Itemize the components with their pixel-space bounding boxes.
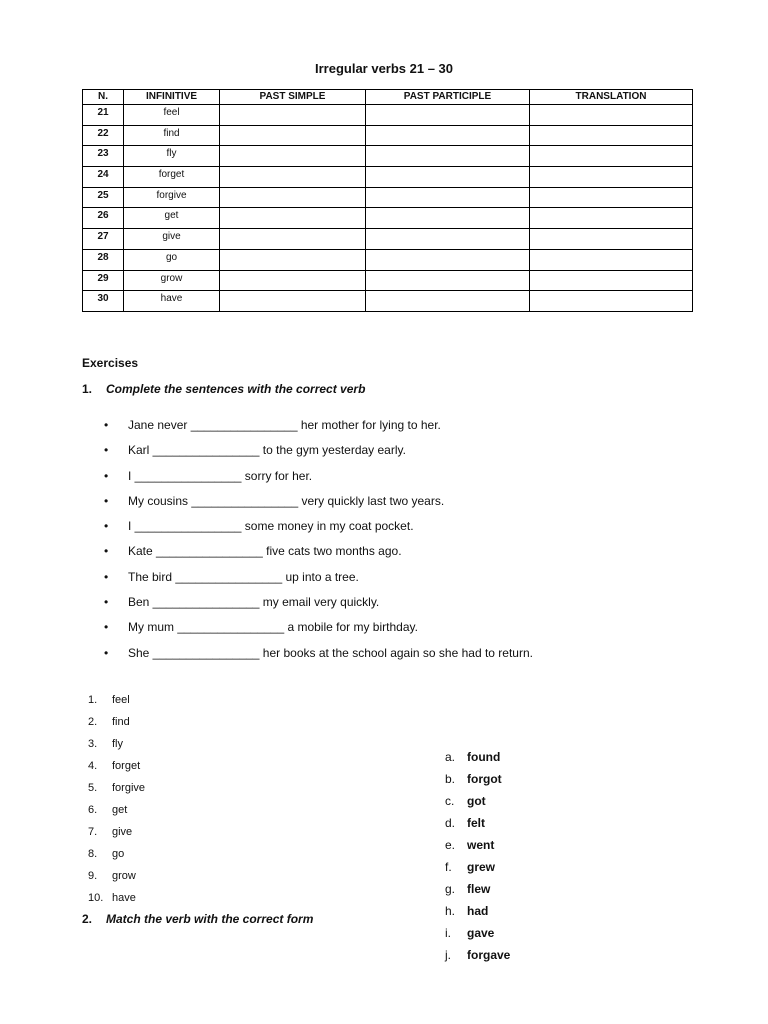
item-letter: e. [445, 838, 456, 852]
table-row [83, 229, 693, 250]
table-row [83, 270, 693, 291]
past-simple-cell [220, 270, 366, 291]
exercise-1-heading [82, 382, 365, 396]
translation-cell [530, 229, 693, 250]
translation-cell [530, 270, 693, 291]
infinitive-cell: feel [124, 105, 220, 126]
list-item [88, 759, 145, 781]
item-text: get [112, 804, 128, 816]
page-title: Irregular verbs 21 – 30 [314, 61, 454, 76]
past-simple-cell [220, 125, 366, 146]
item-text: gave [467, 926, 495, 940]
item-number: 2. [88, 716, 98, 728]
item-letter: g. [445, 882, 456, 896]
past-participle-cell [366, 270, 530, 291]
past-participle-cell [366, 229, 530, 250]
item-letter: a. [445, 750, 456, 764]
item-number: 1. [88, 694, 98, 706]
past-simple-cell [220, 187, 366, 208]
list-item [445, 859, 510, 881]
list-item [104, 518, 533, 543]
bullet-icon: • [104, 418, 109, 432]
row-number: 22 [83, 125, 124, 146]
past-participle-cell [366, 187, 530, 208]
item-text: grew [467, 860, 496, 874]
list-item [88, 825, 145, 847]
past-participle-cell [366, 249, 530, 270]
bullet-icon: • [104, 620, 109, 635]
past-participle-cell [366, 105, 530, 126]
row-number: 28 [83, 249, 124, 270]
exercise-2-number: 2. [82, 912, 93, 926]
past-simple-cell [220, 105, 366, 126]
bullet-icon: • [104, 443, 109, 458]
sentence-text: Kate ________________ five cats two months ago. [128, 544, 402, 559]
item-number: 4. [88, 760, 98, 772]
table-row [83, 167, 693, 188]
table-row [83, 249, 693, 270]
list-item [104, 594, 533, 619]
exercise-2-title: Match the verb with the correct form [106, 912, 314, 926]
translation-cell [530, 125, 693, 146]
infinitive-cell: have [124, 291, 220, 312]
infinitive-cell: get [124, 208, 220, 229]
list-item [88, 847, 145, 869]
item-number: 6. [88, 804, 98, 816]
table-row [83, 125, 693, 146]
row-number: 24 [83, 167, 124, 188]
item-text: forget [112, 760, 141, 772]
row-number: 25 [83, 187, 124, 208]
past-participle-cell [366, 125, 530, 146]
exercise-1-title: Complete the sentences with the correct verb [106, 382, 366, 396]
list-item [445, 881, 510, 903]
translation-cell [530, 105, 693, 126]
list-item [445, 793, 510, 815]
item-letter: f. [445, 860, 452, 874]
item-text: have [112, 892, 136, 904]
list-item [104, 468, 533, 493]
item-letter: c. [445, 794, 455, 808]
past-simple-cell [220, 291, 366, 312]
item-number: 10. [88, 892, 104, 904]
list-item [445, 815, 510, 837]
sentence-text: My cousins ________________ very quickly last two years. [128, 493, 445, 508]
exercise-1-number: 1. [82, 382, 93, 396]
sentence-text: Jane never ________________ her mother for lying to her. [128, 418, 441, 432]
translation-cell [530, 208, 693, 229]
item-text: got [467, 794, 486, 808]
list-item [88, 869, 145, 891]
translation-cell [530, 291, 693, 312]
table-row [83, 105, 693, 126]
list-item [445, 837, 510, 859]
infinitive-match-list [88, 693, 145, 913]
sentence-text: Karl ________________ to the gym yesterday early. [128, 443, 406, 458]
past-simple-cell [220, 229, 366, 250]
sentence-text: My mum ________________ a mobile for my birthday. [128, 620, 418, 635]
column-header-past-simple: PAST SIMPLE [220, 90, 366, 105]
item-letter: h. [445, 904, 456, 918]
sentence-text: I ________________ some money in my coat pocket. [128, 519, 414, 534]
item-text: found [467, 750, 501, 764]
item-text: felt [467, 816, 485, 830]
item-text: flew [467, 882, 491, 896]
list-item [88, 891, 145, 913]
row-number: 30 [83, 291, 124, 312]
item-number: 9. [88, 870, 98, 882]
translation-cell [530, 187, 693, 208]
item-number: 3. [88, 738, 98, 750]
infinitive-cell: grow [124, 270, 220, 291]
list-item [445, 947, 510, 969]
item-text: grow [112, 870, 136, 882]
translation-cell [530, 249, 693, 270]
list-item [88, 693, 145, 715]
item-letter: d. [445, 816, 456, 830]
past-form-match-list [445, 749, 510, 969]
item-text: feel [112, 694, 130, 706]
column-header-past-participle: PAST PARTICIPLE [366, 90, 530, 105]
bullet-icon: • [104, 544, 109, 559]
list-item [104, 417, 533, 442]
row-number: 27 [83, 229, 124, 250]
exercise-2-heading [82, 912, 313, 926]
row-number: 29 [83, 270, 124, 291]
translation-cell [530, 167, 693, 188]
item-number: 7. [88, 826, 98, 838]
table-row [83, 208, 693, 229]
past-simple-cell [220, 249, 366, 270]
list-item [104, 543, 533, 568]
bullet-icon: • [104, 569, 109, 584]
sentence-text: The bird ________________ up into a tree. [128, 569, 359, 584]
item-text: forgave [467, 948, 511, 962]
bullet-icon: • [104, 493, 109, 508]
bullet-icon: • [104, 519, 109, 534]
row-number: 21 [83, 105, 124, 126]
item-text: fly [112, 738, 123, 750]
item-text: forgot [467, 772, 502, 786]
sentence-text: Ben ________________ my email very quickly. [128, 595, 380, 610]
column-header-translation: TRANSLATION [530, 90, 693, 105]
bullet-icon: • [104, 595, 109, 610]
item-number: 5. [88, 782, 98, 794]
list-item [445, 771, 510, 793]
list-item [88, 715, 145, 737]
infinitive-cell: fly [124, 146, 220, 167]
row-number: 26 [83, 208, 124, 229]
list-item [88, 737, 145, 759]
sentence-list [104, 417, 533, 670]
past-participle-cell [366, 291, 530, 312]
translation-cell [530, 146, 693, 167]
table-row [83, 187, 693, 208]
exercises-heading: Exercises [82, 356, 139, 370]
sentence-text: I ________________ sorry for her. [128, 468, 313, 483]
infinitive-cell: give [124, 229, 220, 250]
infinitive-cell: find [124, 125, 220, 146]
item-number: 8. [88, 848, 98, 860]
list-item [445, 925, 510, 947]
list-item [88, 781, 145, 803]
table-header-row [83, 90, 693, 105]
list-item [88, 803, 145, 825]
past-simple-cell [220, 208, 366, 229]
past-participle-cell [366, 167, 530, 188]
item-text: had [467, 904, 489, 918]
past-simple-cell [220, 167, 366, 188]
infinitive-cell: go [124, 249, 220, 270]
infinitive-cell: forgive [124, 187, 220, 208]
list-item [104, 645, 533, 670]
infinitive-cell: forget [124, 167, 220, 188]
past-simple-cell [220, 146, 366, 167]
list-item [445, 749, 510, 771]
column-header-infinitive: INFINITIVE [124, 90, 220, 105]
bullet-icon: • [104, 468, 109, 483]
irregular-verbs-table [82, 89, 693, 312]
item-letter: b. [445, 772, 456, 786]
sentence-text: She ________________ her books at the school again so she had to return. [128, 645, 533, 660]
list-item [104, 493, 533, 518]
list-item [104, 619, 533, 644]
column-header-number: N. [83, 90, 124, 105]
item-text: forgive [112, 782, 146, 794]
item-text: went [467, 838, 495, 852]
item-letter: j. [445, 948, 451, 962]
list-item [445, 903, 510, 925]
list-item [104, 569, 533, 594]
item-text: go [112, 848, 125, 860]
past-participle-cell [366, 146, 530, 167]
row-number: 23 [83, 146, 124, 167]
bullet-icon: • [104, 645, 109, 660]
item-text: find [112, 716, 130, 728]
table-row [83, 146, 693, 167]
table-row [83, 291, 693, 312]
item-text: give [112, 826, 133, 838]
list-item [104, 442, 533, 467]
item-letter: i. [445, 926, 451, 940]
past-participle-cell [366, 208, 530, 229]
